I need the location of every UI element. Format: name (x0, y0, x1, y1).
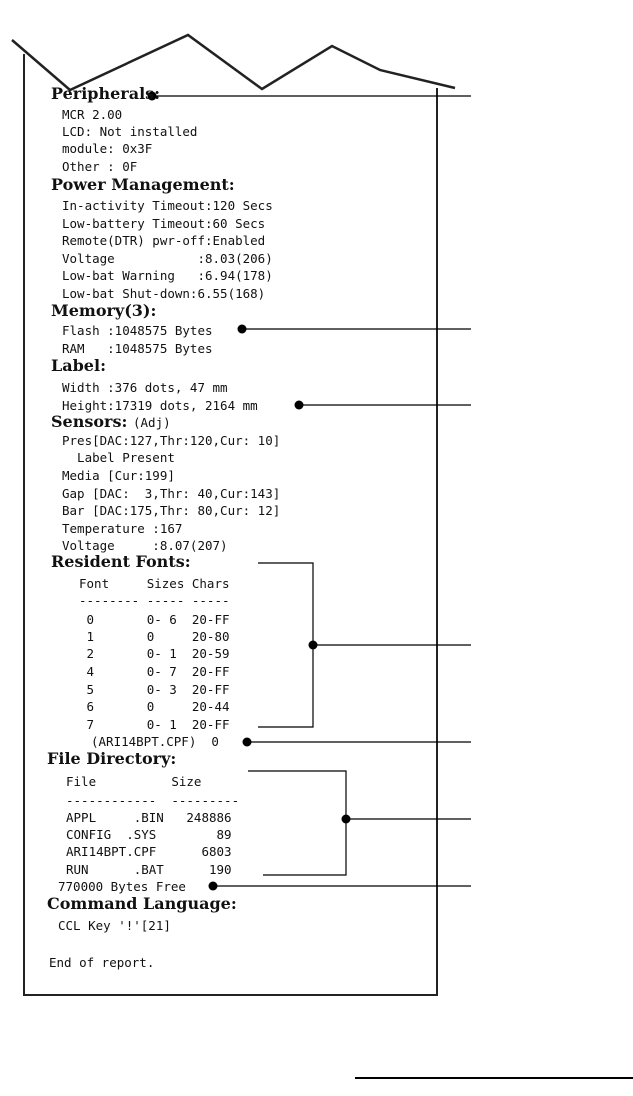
sensors-line: Media [Cur:199] (62, 468, 175, 483)
power-line: Remote(DTR) pwr-off:Enabled (62, 233, 266, 248)
file-line: CONFIG .SYS 89 (66, 827, 232, 842)
peripherals-heading: Peripherals: (51, 84, 161, 103)
peripherals-line: MCR 2.00 (62, 107, 123, 122)
file-line: ARI14BPT.CPF 6803 (66, 844, 232, 859)
callout-bytes-free (209, 882, 472, 891)
fonts-line: 7 0- 1 20-FF (79, 717, 230, 732)
peripherals-line: Other : 0F (62, 159, 138, 174)
power-line: Low-bat Warning :6.94(178) (62, 268, 273, 283)
sensors-heading: Sensors: (51, 412, 128, 431)
fonts-line: 5 0- 3 20-FF (79, 682, 230, 697)
label-line: Height:17319 dots, 2164 mm (62, 398, 258, 413)
fonts-line: Font Sizes Chars (79, 576, 230, 591)
fonts-extra-line: (ARI14BPT.CPF) 0 (91, 734, 219, 749)
sensors-line: Voltage :8.07(207) (62, 538, 228, 553)
label-heading: Label: (51, 356, 106, 375)
fonts-line: 2 0- 1 20-59 (79, 646, 230, 661)
callout-peripherals (148, 92, 472, 101)
power-line: Low-battery Timeout:60 Secs (62, 216, 266, 231)
memory-heading: Memory(3): (51, 301, 157, 320)
callout-label (295, 401, 472, 410)
label-line: Width :376 dots, 47 mm (62, 380, 228, 395)
power-line: Voltage :8.03(206) (62, 251, 273, 266)
callout-resident-fonts (258, 563, 471, 727)
footer-rule (355, 1077, 633, 1079)
sensors-line: Label Present (62, 450, 175, 465)
callout-memory (238, 325, 472, 334)
peripherals-line: LCD: Not installed (62, 124, 198, 139)
power-line: Low-bat Shut-down:6.55(168) (62, 286, 266, 301)
file-directory-heading: File Directory: (47, 749, 177, 768)
sensors-line: Gap [DAC: 3,Thr: 40,Cur:143] (62, 486, 281, 501)
power-line: In-activity Timeout:120 Secs (62, 198, 273, 213)
fonts-line: 4 0- 7 20-FF (79, 664, 230, 679)
fonts-line: 0 0- 6 20-FF (79, 612, 230, 627)
sensors-line: Temperature :167 (62, 521, 183, 536)
sensors-adj: (Adj) (133, 415, 171, 430)
memory-line: Flash :1048575 Bytes (62, 323, 213, 338)
fonts-line: -------- ----- ----- (79, 593, 230, 608)
sensors-line: Pres[DAC:127,Thr:120,Cur: 10] (62, 433, 281, 448)
command-line: CCL Key '!'[21] (58, 918, 171, 933)
peripherals-line: module: 0x3F (62, 141, 153, 156)
torn-edge (12, 35, 455, 90)
sensors-line: Bar [DAC:175,Thr: 80,Cur: 12] (62, 503, 281, 518)
fonts-line: 6 0 20-44 (79, 699, 230, 714)
end-of-report: End of report. (49, 955, 155, 970)
bytes-free-line: 770000 Bytes Free (58, 879, 186, 894)
resident-fonts-heading: Resident Fonts: (51, 552, 191, 571)
power-management-heading: Power Management: (51, 175, 235, 194)
command-language-heading: Command Language: (47, 894, 237, 913)
file-line: APPL .BIN 248886 (66, 810, 232, 825)
file-line: File Size (66, 774, 202, 789)
file-line: RUN .BAT 190 (66, 862, 232, 877)
fonts-line: 1 0 20-80 (79, 629, 230, 644)
memory-line: RAM :1048575 Bytes (62, 341, 213, 356)
file-line: ------------ --------- (66, 793, 240, 808)
